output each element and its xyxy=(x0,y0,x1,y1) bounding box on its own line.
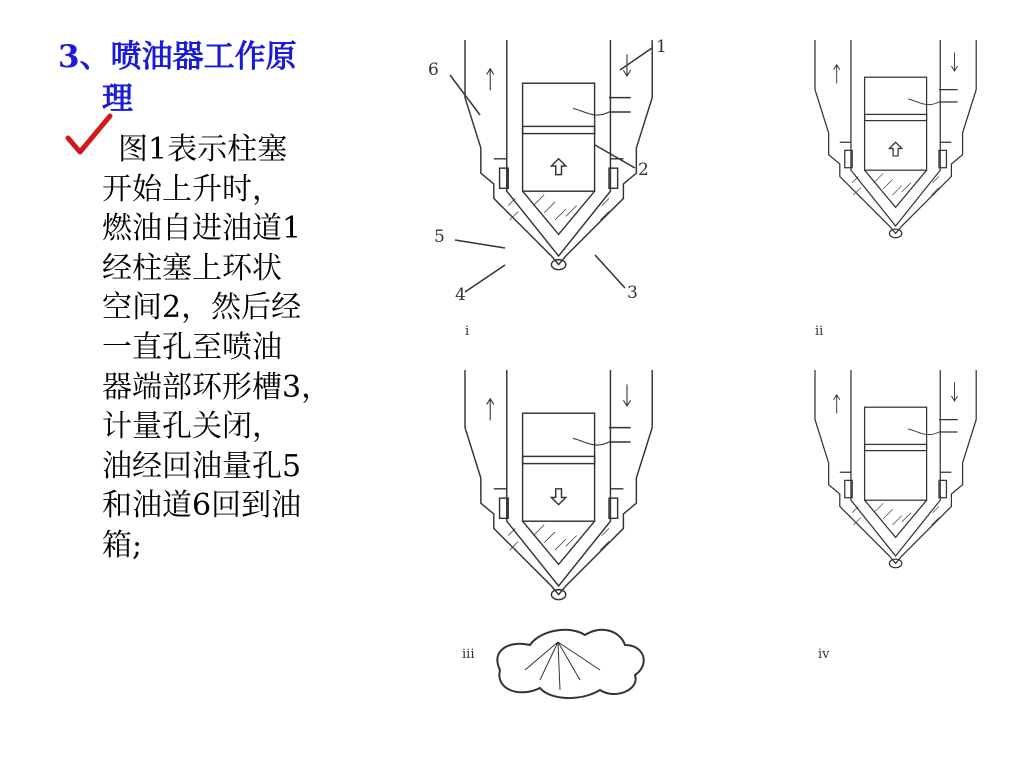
page-title xyxy=(58,36,368,120)
text-line: 油经回油量孔5 xyxy=(102,448,302,484)
panel-iv xyxy=(815,370,976,568)
label-5: 5 xyxy=(434,227,445,247)
label-4: 4 xyxy=(455,285,466,305)
panel-iii xyxy=(465,370,652,600)
panel-label-i: i xyxy=(465,324,470,339)
panel-ii xyxy=(815,40,976,238)
text-line: 经柱塞上环状 xyxy=(102,250,282,286)
description-text xyxy=(102,130,392,566)
text-line: 燃油自进油道1 xyxy=(102,211,302,247)
label-2: 2 xyxy=(638,160,649,180)
text-line: 和油道6回到油 xyxy=(102,488,302,524)
panel-i xyxy=(465,40,652,270)
text-line: 图1表示柱塞 xyxy=(118,132,288,167)
text-line: 空间2，然后经 xyxy=(102,290,302,326)
text-line: 开始上升时， xyxy=(102,171,282,207)
injector-diagram xyxy=(420,30,1024,720)
panel-label-ii: ii xyxy=(815,324,824,339)
title-line-2: 理 xyxy=(102,81,133,117)
fuel-spray xyxy=(497,630,643,698)
injector-diagram-svg xyxy=(420,30,1024,720)
title-line-1: 3、喷油器工作原 xyxy=(58,39,297,75)
label-1: 1 xyxy=(656,37,667,57)
label-3: 3 xyxy=(627,283,638,303)
text-line: 箱; xyxy=(102,527,143,563)
text-line: 计量孔关闭， xyxy=(102,409,282,445)
label-6: 6 xyxy=(428,60,439,80)
panel-label-iii: iii xyxy=(462,647,475,662)
text-line: 一直孔至喷油 xyxy=(102,329,282,365)
panel-label-iv: iv xyxy=(818,647,830,662)
text-line: 器端部环形槽3， xyxy=(102,369,332,405)
